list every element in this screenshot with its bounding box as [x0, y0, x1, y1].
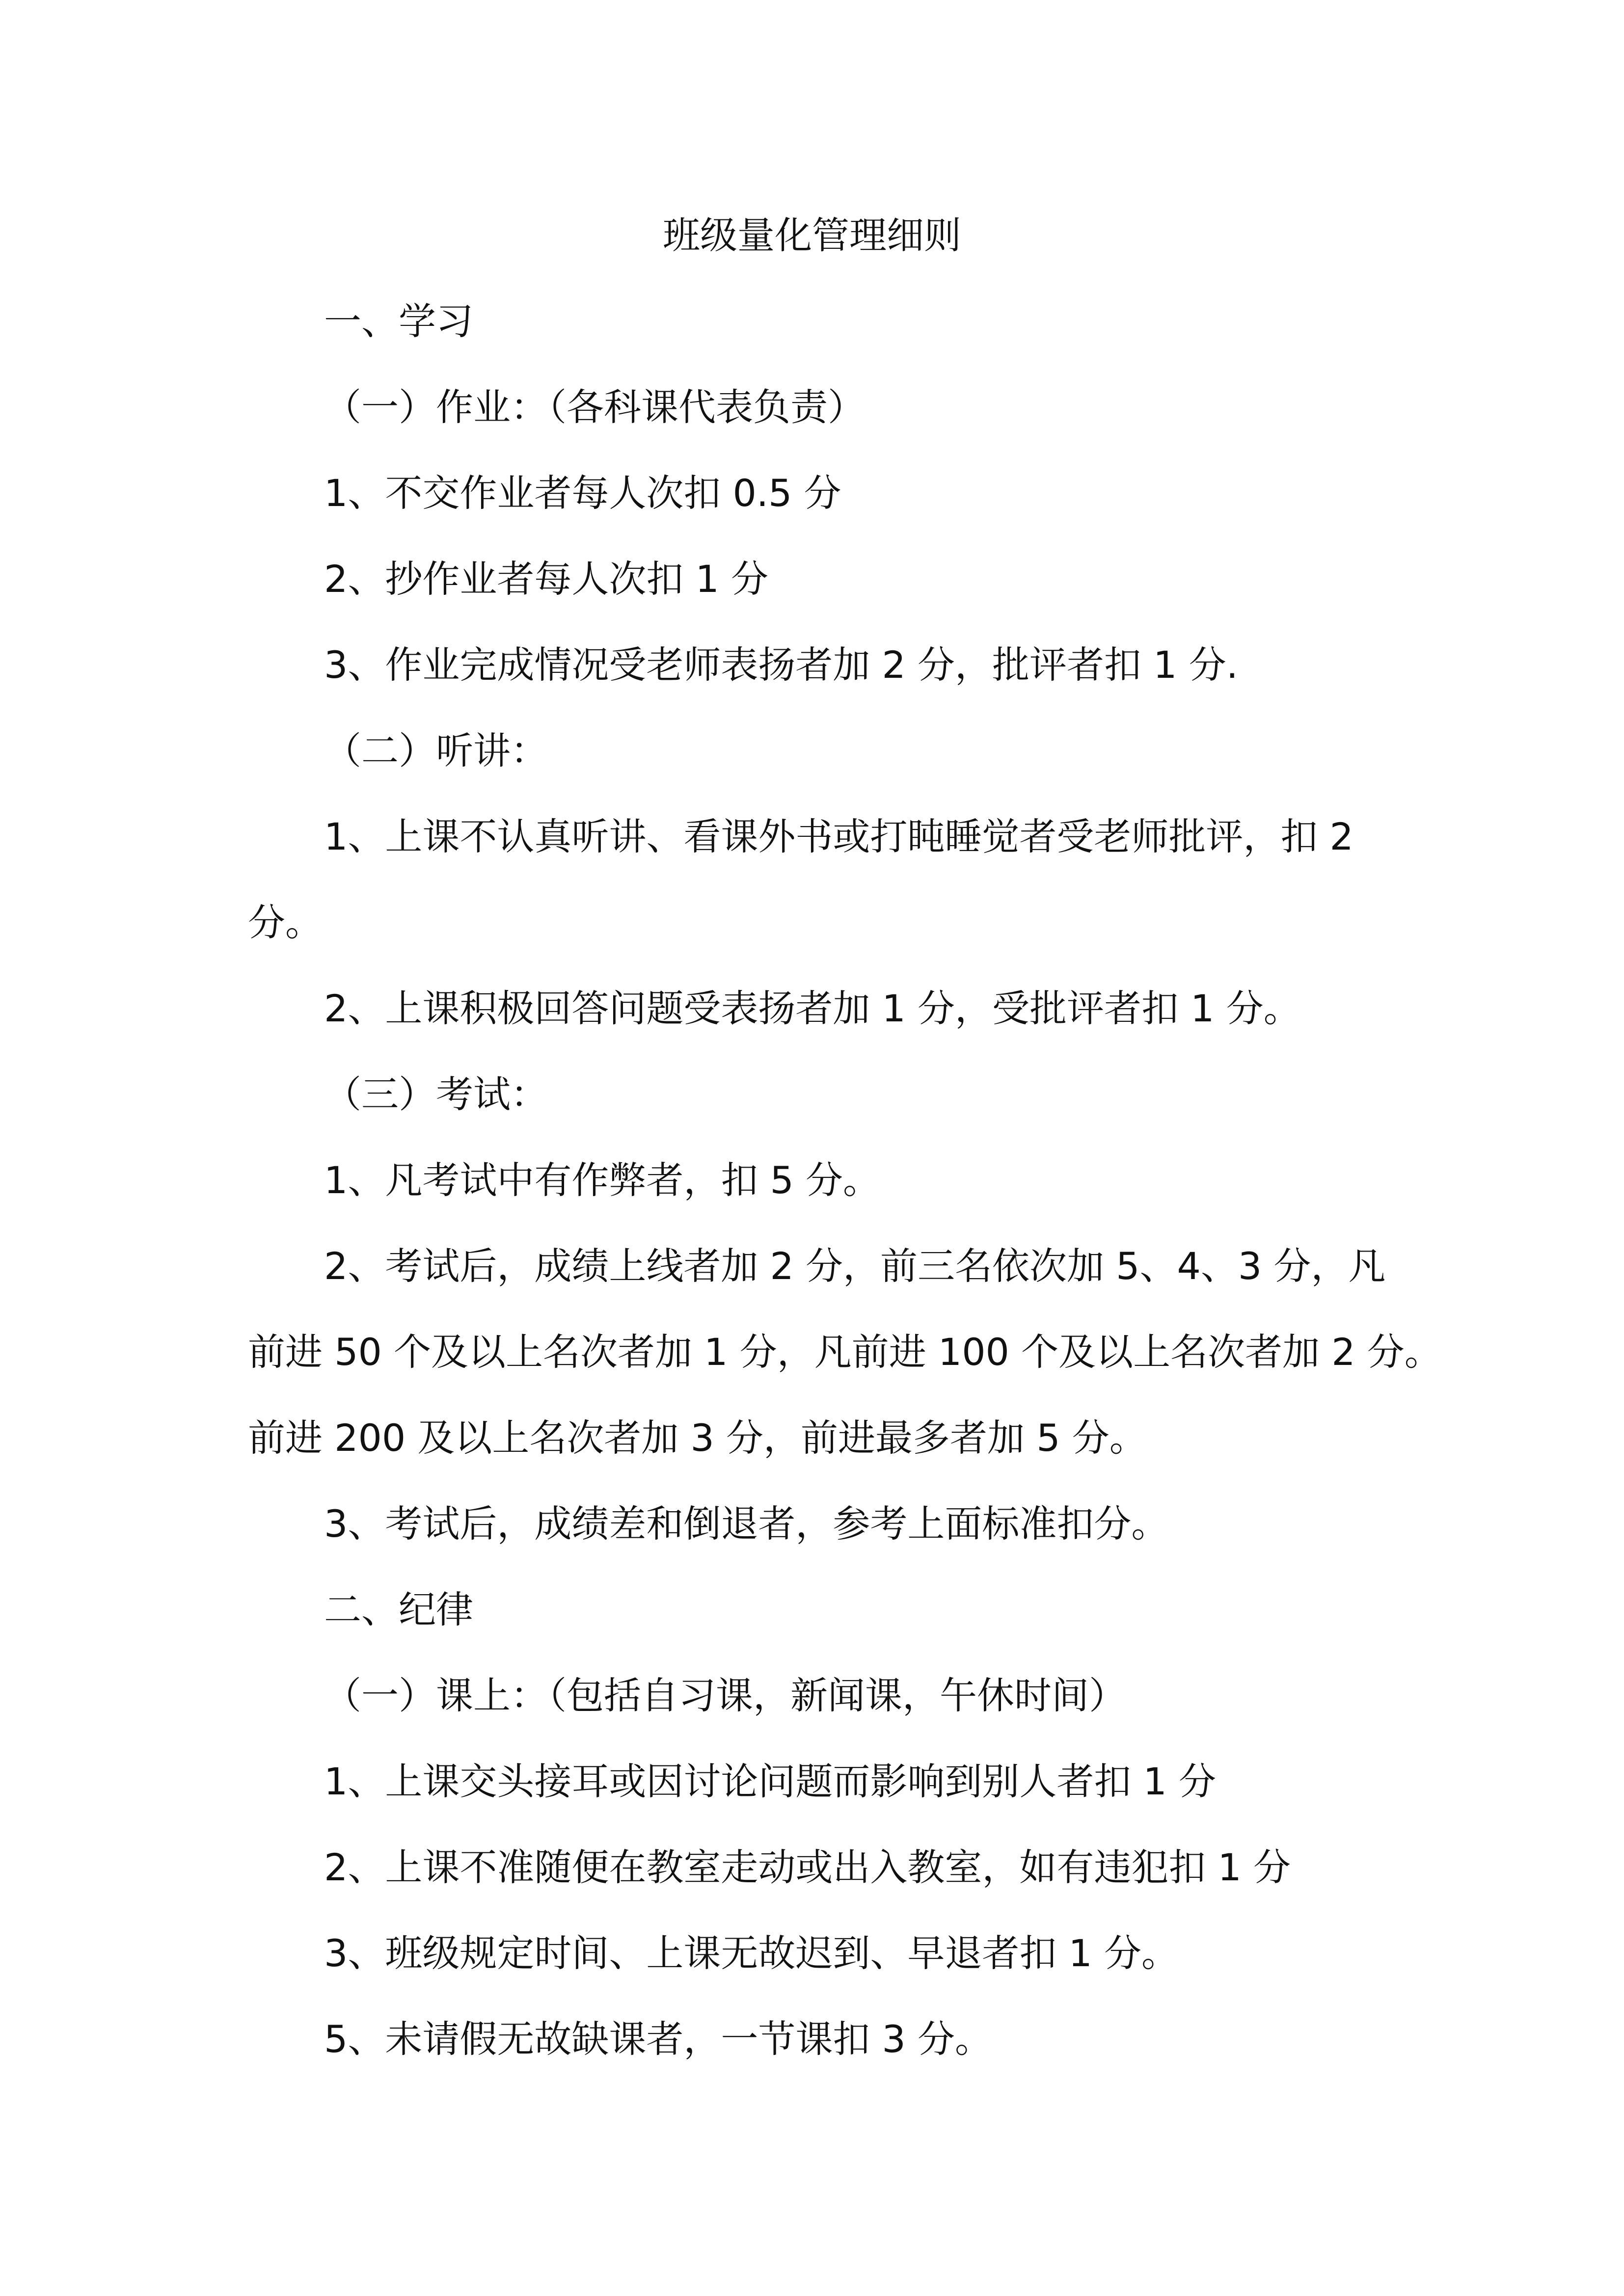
rule-item: 3、班级规定时间、上课无故迟到、早退者扣 1 分。: [324, 1931, 1179, 1975]
section-heading-discipline: 二、纪律: [324, 1588, 473, 1631]
rule-item: 1、凡考试中有作弊者，扣 5 分。: [324, 1158, 881, 1202]
rule-item: 2、考试后，成绩上线者加 2 分，前三名依次加 5、4、3 分，凡: [324, 1244, 1386, 1288]
subsection-homework: （一）作业：（各科课代表负责）: [324, 385, 865, 429]
section-heading-study: 一、学习: [324, 299, 473, 343]
rule-item: 3、考试后，成绩差和倒退者，参考上面标准扣分。: [324, 1502, 1169, 1546]
rule-item: 2、上课积极回答问题受表扬者加 1 分，受批评者扣 1 分。: [324, 987, 1301, 1030]
subsection-listening: （二）听讲：: [324, 729, 548, 773]
rule-item: 2、上课不准随便在教室走动或出入教室，如有违犯扣 1 分: [324, 1845, 1291, 1889]
rule-item: 1、不交作业者每人次扣 0.5 分: [324, 471, 841, 515]
rule-item-continuation: 前进 200 及以上名次者加 3 分，前进最多者加 5 分。: [248, 1416, 1147, 1460]
document-title: 班级量化管理细则: [663, 214, 961, 257]
rule-item: 5、未请假无故缺课者，一节课扣 3 分。: [324, 2017, 993, 2061]
rule-item-continuation: 前进 50 个及以上名次者加 1 分，凡前进 100 个及以上名次者加 2 分。: [248, 1330, 1442, 1374]
subsection-exams: （三）考试：: [324, 1072, 548, 1116]
rule-item: 3、作业完成情况受老师表扬者加 2 分，批评者扣 1 分.: [324, 643, 1238, 687]
subsection-in-class: （一）课上：（包括自习课，新闻课，午休时间）: [324, 1674, 1126, 1717]
rule-item: 1、上课交头接耳或因讨论问题而影响到别人者扣 1 分: [324, 1760, 1217, 1803]
rule-item-continuation: 分。: [248, 901, 323, 944]
rule-item: 1、上课不认真听讲、看课外书或打盹睡觉者受老师批评，扣 2: [324, 815, 1353, 858]
rule-item: 2、抄作业者每人次扣 1 分: [324, 557, 769, 601]
